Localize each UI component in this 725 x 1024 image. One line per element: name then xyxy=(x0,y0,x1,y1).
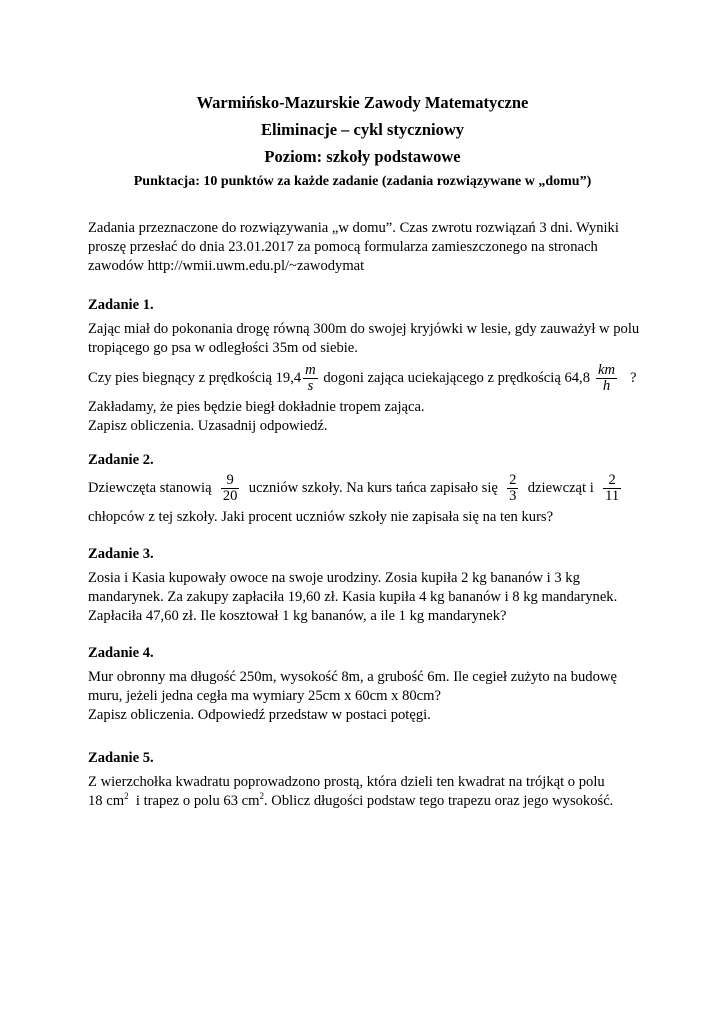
superscript: 2 xyxy=(124,791,129,801)
task-text-line: Zapisz obliczenia. Odpowiedź przedstaw w postaci potęgi. xyxy=(88,707,431,723)
intro-line: Zadania przeznaczone do rozwiązywania „w domu”. Czas zwrotu rozwiązań 3 dni. Wyniki xyxy=(88,220,619,236)
fraction-numerator: 2 xyxy=(509,472,517,489)
task-4 xyxy=(88,644,648,725)
task-title: Zadanie 1. xyxy=(88,297,154,313)
fraction-numerator: km xyxy=(598,362,616,379)
fraction-numerator: 9 xyxy=(221,473,240,489)
task-text: . Oblicz długości podstaw tego trapezu oraz jego wysokość. xyxy=(263,793,614,809)
task-text-line: Zapisz obliczenia. Uzasadnij odpowiedź. xyxy=(88,418,328,434)
task-text-line: Z wierzchołka kwadratu poprowadzono prostą, która dzieli ten kwadrat na trójkąt o polu xyxy=(88,774,605,790)
fraction-numerator: m xyxy=(305,362,316,379)
superscript: 2 xyxy=(259,791,264,801)
task-text-line: mandarynek. Za zakupy zapłaciła 19,60 zł. Kasia kupiła 4 kg bananów i 8 kg mandarynek. xyxy=(88,589,618,605)
document-subtitle: Eliminacje – cykl styczniowy xyxy=(260,120,465,139)
task-text: i trapez o polu 63 cm xyxy=(128,793,260,809)
task-5 xyxy=(88,749,648,811)
fraction-m-per-s xyxy=(303,363,318,394)
task-text: Dziewczęta stanowią xyxy=(88,480,212,496)
task-title: Zadanie 3. xyxy=(88,546,154,562)
task-text: Czy pies biegnący z prędkością 19,4 xyxy=(88,370,302,386)
task-question-line xyxy=(88,468,648,508)
task-text-line: Mur obronny ma długość 250m, wysokość 8m, a grubość 6m. Ile cegieł zużyto na budowę xyxy=(88,669,617,685)
fraction-denominator: h xyxy=(602,378,611,395)
task-text-line: chłopców z tej szkoły. Jaki procent uczniów szkoły nie zapisała się na ten kurs? xyxy=(88,509,554,525)
task-question-line xyxy=(88,358,648,398)
task-title: Zadanie 5. xyxy=(88,750,154,766)
task-text: dogoni zająca uciekającego z prędkością 64,8 xyxy=(323,370,590,386)
task-text-line xyxy=(88,792,648,811)
task-text: uczniów szkoły. Na kurs tańca zapisało się xyxy=(248,480,498,496)
document-scoring: Punktacja: 10 punktów za każde zadanie (zadania rozwiązywane w „domu”) xyxy=(133,174,592,189)
task-title: Zadanie 2. xyxy=(88,452,154,468)
task-text-line: muru, jeżeli jedna cegła ma wymiary 25cm x 60cm x 80cm? xyxy=(88,688,441,704)
intro-line: proszę przesłać do dnia 23.01.2017 za pomocą formularza zamieszczonego na stronach xyxy=(88,239,598,255)
task-text-line: Zosia i Kasia kupowały owoce na swoje urodziny. Zosia kupiła 2 kg bananów i 3 kg xyxy=(88,570,580,586)
fraction-9-20 xyxy=(221,473,240,504)
task-text: ? xyxy=(629,370,637,386)
task-text: 18 cm xyxy=(88,793,125,809)
fraction-denominator: 11 xyxy=(605,488,620,505)
fraction-denominator: 20 xyxy=(222,488,238,505)
fraction-km-per-h xyxy=(596,363,617,394)
task-text: dziewcząt i xyxy=(527,480,594,496)
task-2 xyxy=(88,451,648,527)
document-title: Warmińsko-Mazurskie Zawody Matematyczne xyxy=(196,93,529,112)
fraction-numerator: 2 xyxy=(603,473,621,489)
intro-line: zawodów http://wmii.uwm.edu.pl/~zawodymat xyxy=(88,258,365,274)
fraction-denominator: 3 xyxy=(509,488,517,505)
task-1 xyxy=(88,296,648,436)
document-level: Poziom: szkoły podstawowe xyxy=(264,147,461,166)
task-text-line: Zapłaciła 47,60 zł. Ile kosztował 1 kg bananów, a ile 1 kg mandarynek? xyxy=(88,608,507,624)
fraction-denominator: s xyxy=(307,378,314,395)
fraction-2-3 xyxy=(507,473,518,504)
task-text-line: Zakładamy, że pies będzie biegł dokładnie tropem zająca. xyxy=(88,399,425,415)
task-title: Zadanie 4. xyxy=(88,645,154,661)
task-text-line: Zając miał do pokonania drogę równą 300m do swojej kryjówki w lesie, gdy zauważył w polu xyxy=(88,321,640,337)
fraction-2-11 xyxy=(603,473,621,504)
intro-paragraph xyxy=(88,219,648,276)
task-text-line: tropiącego go psa w odległości 35m od siebie. xyxy=(88,340,358,356)
task-3 xyxy=(88,545,648,626)
